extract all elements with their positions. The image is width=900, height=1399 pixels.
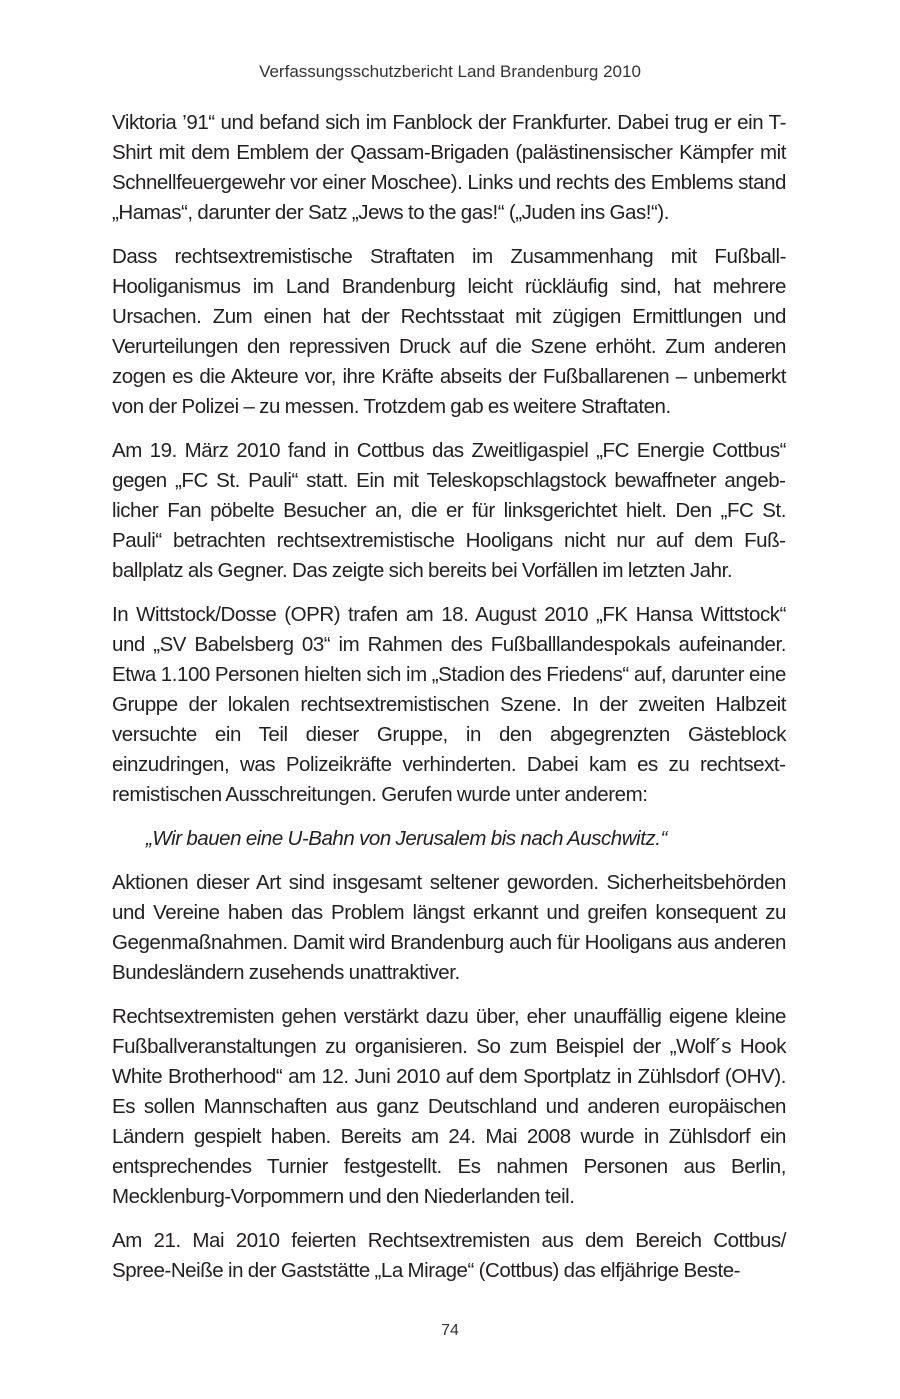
body-text (112, 108, 786, 1300)
paragraph: Am 19. März 2010 fand in Cottbus das Zweitligaspiel „FC Energie Cottbus“ gegen „FC St. Pauli“ statt. Ein mit Teleskopschlagstock bewaffneter angeblicher Fan pöbelte Besucher an, die er für linksgerichtet hielt. Den „FC St. Pauli“ betrachten rechtsextremistische Hooligans nicht nur auf dem Fußballplatz als Gegner. Das zeigte sich bereits bei Vorfällen im letzten Jahr. (112, 439, 786, 582)
block-quote: „Wir bauen eine U-Bahn von Jerusalem bis nach Auschwitz.“ (146, 827, 667, 850)
running-header: Verfassungsschutzbericht Land Brandenburg 2010 (259, 62, 641, 81)
paragraph: In Wittstock/Dosse (OPR) trafen am 18. August 2010 „FK Hansa Wittstock“ und „SV Babelsberg 03“ im Rahmen des Fußballlandespokals aufeinander. Etwa 1.100 Personen hielten sich im „Stadion des Friedens“ auf, darunter eine Gruppe der lokalen rechtsextremistischen Szene. In der zweiten Halbzeit versuchte ein Teil dieser Gruppe, in den abgegrenzten Gästeblock einzudringen, was Polizeikräfte verhinderten. Dabei kam es zu rechtsextremistischen Ausschreitungen. Gerufen wurde unter anderem: (112, 603, 786, 806)
paragraph: Dass rechtsextremistische Straftaten im Zusammenhang mit Fußball-Hooliganismus im Land Brandenburg leicht rückläufig sind, hat mehrere Ursachen. Zum einen hat der Rechtsstaat mit zügigen Ermittlungen und Verurteilungen den repressiven Druck auf die Szene erhöht. Zum anderen zogen es die Akteure vor, ihre Kräfte abseits der Fußballarenen – unbemerkt von der Polizei – zu messen. Trotzdem gab es weitere Straftaten. (112, 245, 786, 418)
paragraph: Aktionen dieser Art sind insgesamt seltener geworden. Sicherheitsbehörden und Vereine haben das Problem längst erkannt und greifen konsequent zu Gegenmaßnahmen. Damit wird Brandenburg auch für Hooligans aus anderen Bundesländern zusehends unattraktiver. (112, 871, 786, 984)
paragraph: Rechtsextremisten gehen verstärkt dazu über, eher unauffällig eigene kleine Fußballveranstaltungen zu organisieren. So zum Beispiel der „Wolf´s Hook White Brotherhood“ am 12. Juni 2010 auf dem Sportplatz in Zühlsdorf (OHV). Es sollen Mannschaften aus ganz Deutschland und anderen europäischen Ländern gespielt haben. Bereits am 24. Mai 2008 wurde in Zühlsdorf ein entsprechendes Turnier festgestellt. Es nahmen Personen aus Berlin, Mecklenburg-Vorpommern und den Niederlanden teil. (112, 1005, 786, 1208)
page-number: 74 (441, 1322, 459, 1339)
paragraph: Am 21. Mai 2010 feierten Rechtsextremisten aus dem Bereich Cottbus/ Spree-Neiße in der Gaststätte „La Mirage“ (Cottbus) das elfjährige Beste- (112, 1229, 786, 1282)
paragraph: Viktoria ’91“ und befand sich im Fanblock der Frankfurter. Dabei trug er ein T-Shirt mit dem Emblem der Qassam-Brigaden (palästinensischer Kämpfer mit Schnellfeuergewehr vor einer Moschee). Links und rechts des Emblems stand „Hamas“, darunter der Satz „Jews to the gas!“ („Juden ins Gas!“). (112, 111, 786, 224)
